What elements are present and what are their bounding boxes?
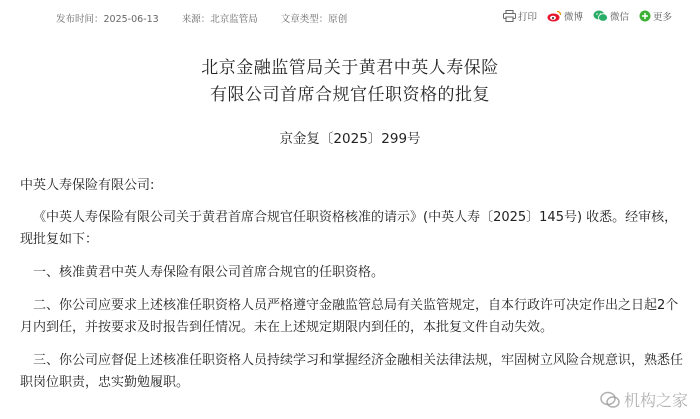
paragraph-item-2: 二、你公司应要求上述核准任职资格人员严格遵守金融监管总局有关监管规定，自本行政许可决定作出之日起2个月内到任，并按要求及时报告到任情况。未在上述规定期限内到任的，本批复文件自动失效。 (20, 298, 679, 335)
meta-info (56, 11, 347, 25)
paragraph-request: 《中英人寿保险有限公司关于黄君首席合规官任职资格核准的请示》(中英人寿〔2025〕145号) 收悉。经审核，现批复如下： (20, 210, 678, 247)
print-label: 打印 (517, 12, 537, 23)
print-button[interactable] (503, 9, 537, 23)
article-meta-bar (0, 0, 700, 36)
publish-time: 发布时间：2025-06-13 (56, 14, 159, 25)
watermark (600, 388, 688, 411)
document-title-line1: 北京金融监管局关于黄君中英人寿保险 (201, 58, 499, 78)
weibo-label: 微博 (563, 12, 583, 23)
plus-icon (639, 10, 651, 22)
printer-icon (503, 10, 516, 22)
wechat-icon (593, 10, 608, 22)
more-share-button[interactable] (639, 9, 672, 23)
document-title-line2: 有限公司首席合规官任职资格的批复 (210, 85, 490, 105)
weibo-icon (547, 10, 562, 22)
watermark-logo-icon (600, 391, 620, 409)
paragraph-item-1: 一、核准黄君中英人寿保险有限公司首席合规官的任职资格。 (33, 265, 385, 280)
salutation: 中英人寿保险有限公司: (20, 178, 155, 193)
watermark-text: 机构之家 (623, 391, 688, 410)
more-label: 更多 (652, 12, 672, 23)
source: 来源：北京监管局 (181, 14, 258, 25)
share-toolbar (493, 9, 672, 23)
article-type: 文章类型：原创 (280, 14, 348, 25)
paragraph-item-3: 三、你公司应督促上述核准任职资格人员持续学习和掌握经济金融相关法律法规，牢固树立风险合规意识，熟悉任职岗位职责，忠实勤勉履职。 (20, 353, 684, 390)
wechat-label: 微信 (609, 12, 629, 23)
document-number: 京金复〔2025〕299号 (279, 131, 421, 147)
weibo-share-button[interactable] (547, 9, 583, 23)
wechat-share-button[interactable] (593, 9, 629, 23)
